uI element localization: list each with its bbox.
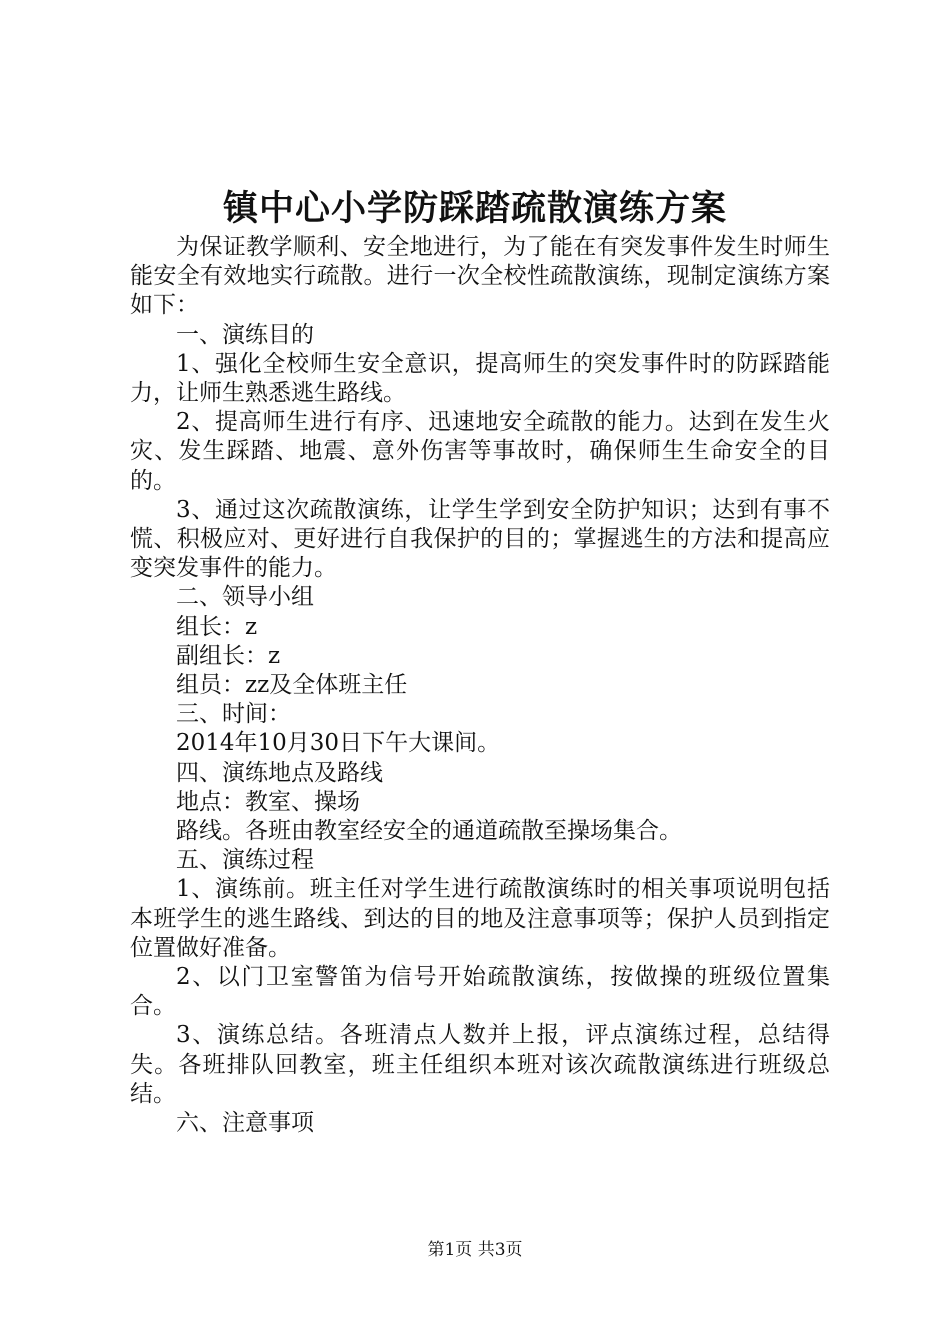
route-line: 路线。各班由教室经安全的通道疏散至操场集合。 — [176, 818, 682, 845]
section-heading-time: 三、时间： — [176, 701, 291, 728]
time-line: 2014年10月30日下午大课间。 — [176, 730, 501, 757]
section-heading-location: 四、演练地点及路线 — [176, 759, 383, 786]
document-title: 镇中心小学防踩踏疏散演练方案 — [222, 188, 727, 229]
intro-paragraph: 为保证教学顺利、安全地进行，为了能在有突发事件发生时师生能安全有效地实行疏散。进行一次全校性疏散演练，现制定演练方案如下： — [130, 234, 830, 319]
process-item-3: 3、演练总结。各班清点人数并上报，评点演练过程，总结得失。各班排队回教室，班主任组织本班对该次疏散演练进行班级总结。 — [130, 1022, 830, 1107]
purpose-item-1: 1、强化全校师生安全意识，提高师生的突发事件时的防踩踏能力，让师生熟悉逃生路线。 — [130, 350, 830, 407]
section-heading-leadership: 二、领导小组 — [176, 584, 314, 611]
members-line: 组员：zz及全体班主任 — [176, 672, 408, 699]
document-body — [130, 233, 830, 1138]
section-heading-notes: 六、注意事项 — [176, 1110, 314, 1137]
purpose-item-2: 2、提高师生进行有序、迅速地安全疏散的能力。达到在发生火灾、发生踩踏、地震、意外伤害等事故时，确保师生生命安全的目的。 — [130, 409, 830, 494]
process-item-1: 1、演练前。班主任对学生进行疏散演练时的相关事项说明包括本班学生的逃生路线、到达的目的地及注意事项等；保护人员到指定位置做好准备。 — [130, 876, 830, 961]
page-number-footer: 第1页 共3页 — [427, 1240, 523, 1260]
location-line: 地点：教室、操场 — [176, 788, 360, 815]
leader-line: 组长：z — [176, 613, 258, 640]
section-heading-process: 五、演练过程 — [176, 847, 314, 874]
process-item-2: 2、以门卫室警笛为信号开始疏散演练，按做操的班级位置集合。 — [130, 964, 830, 1020]
section-heading-purpose: 一、演练目的 — [176, 321, 314, 348]
purpose-item-3: 3、通过这次疏散演练，让学生学到安全防护知识；达到有事不慌、积极应对、更好进行自我保护的目的；掌握逃生的方法和提高应变突发事件的能力。 — [130, 496, 830, 582]
deputy-leader-line: 副组长：z — [176, 642, 281, 669]
